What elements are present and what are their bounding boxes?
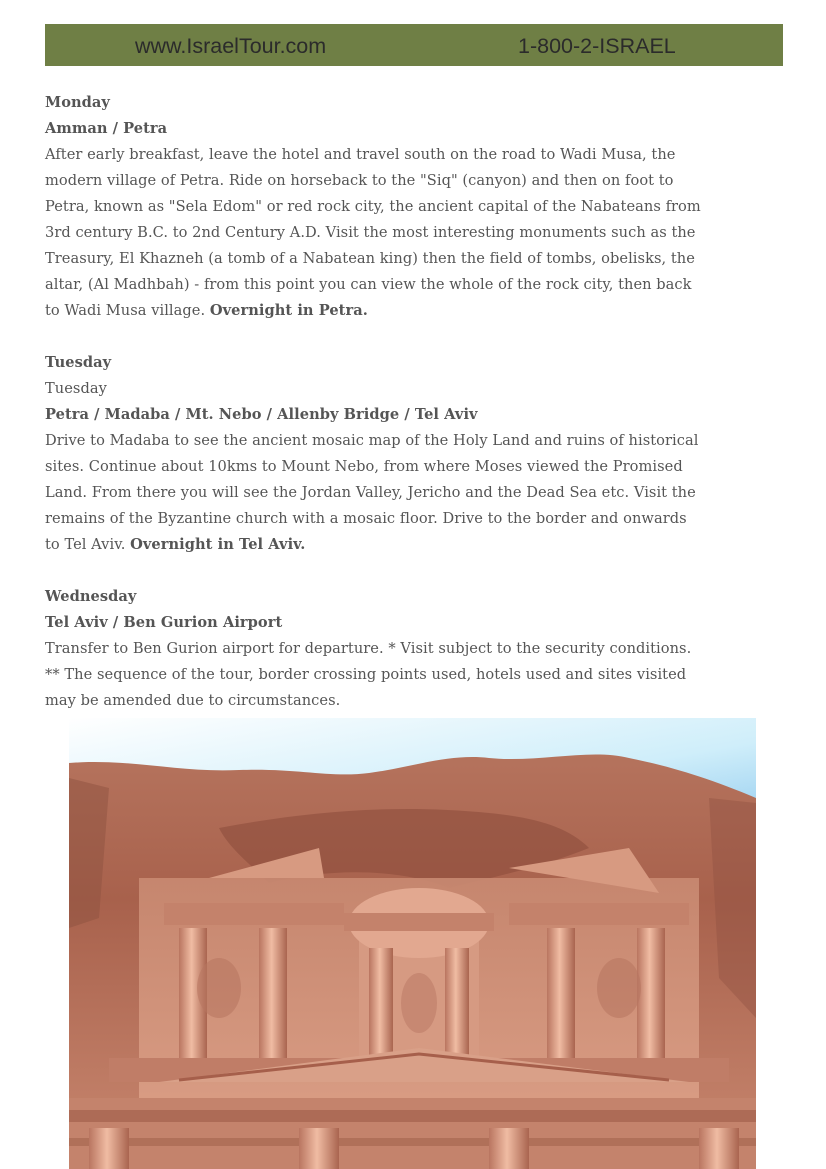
website-link[interactable]: www.IsraelTour.com (135, 34, 327, 58)
day-section-monday (45, 90, 705, 324)
description-text: Drive to Madaba to see the ancient mosaic map of the Holy Land and ruins of historical sites. Continue about 10kms to Mount Nebo, from where Moses viewed the Promised Land. From there you will see the Jordan Valley, Jericho and the Dead Sea etc. Visit the remains of the Byzantine church with a mosaic floor. Drive to the border and onwards to Tel Aviv. (45, 432, 699, 553)
petra-treasury-photo (69, 718, 756, 1169)
overnight-note: Overnight in Petra. (209, 302, 368, 319)
header-bar (45, 24, 783, 66)
route-heading: Tel Aviv / Ben Gurion Airport (45, 614, 283, 631)
description-text: After early breakfast, leave the hotel and travel south on the road to Wadi Musa, the modern village of Petra. Ride on horseback to the "Siq" (canyon) and then on foot to Petra, known as "Sela Edom" or red rock city, the ancient capital of the Nabateans from 3rd century B.C. to 2nd Century A.D. Visit the most interesting monuments such as the Treasury, El Khazneh (a tomb of a Nabatean king) then the field of tombs, obelisks, the altar, (Al Madhbah) - from this point you can view the whole of the rock city, then back to Wadi Musa village. (45, 146, 701, 319)
day-subheading: Tuesday (45, 380, 107, 397)
day-heading: Monday (45, 94, 110, 111)
day-heading: Tuesday (45, 354, 112, 371)
route-heading: Amman / Petra (45, 120, 168, 137)
day-heading: Wednesday (45, 588, 137, 605)
phone-number: 1-800-2-ISRAEL (518, 34, 676, 58)
day-section-wednesday (45, 584, 705, 714)
day-description: Transfer to Ben Gurion airport for departure. * Visit subject to the security conditions. ** The sequence of the tour, border crossing points used, hotels used and sites visited may be amended due to circumstances. (45, 640, 692, 709)
day-description (45, 428, 705, 558)
overnight-note: Overnight in Tel Aviv. (130, 536, 306, 553)
day-section-tuesday (45, 350, 705, 558)
itinerary (45, 90, 705, 740)
route-heading: Petra / Madaba / Mt. Nebo / Allenby Bridge / Tel Aviv (45, 406, 478, 423)
day-description (45, 142, 705, 324)
